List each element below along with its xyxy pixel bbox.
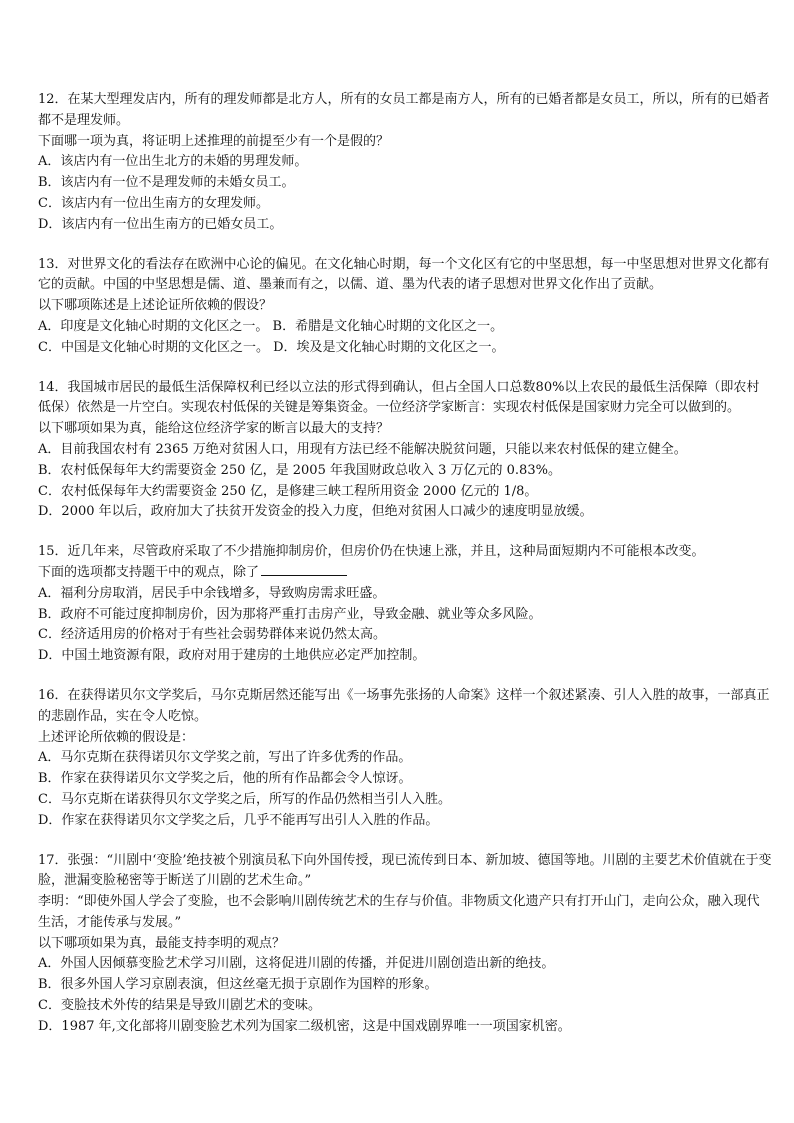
option-d: D．1987 年,文化部将川剧变脸艺术列为国家二级机密，这是中国戏剧界唯一一项国家机密。 xyxy=(38,1018,571,1034)
question-15 xyxy=(38,542,772,667)
question-12 xyxy=(38,90,772,236)
question-stem-zhang: 17．张强：“川剧中‘变脸’绝技被个别演员私下向外国传授，现已流传到日本、新加坡、德国等地。川剧的主要艺术价值就在于变脸，泄漏变脸秘密等于断送了川剧的艺术生命。” xyxy=(38,852,772,889)
question-16 xyxy=(38,686,772,832)
option-d: D．作家在获得诺贝尔文学奖之后，几乎不能再写出引人入胜的作品。 xyxy=(38,812,439,828)
option-c: C．变脸技术外传的结果是导致川剧艺术的变味。 xyxy=(38,998,321,1014)
question-prompt-text: 下面的选项都支持题干中的观点，除了 xyxy=(38,564,260,580)
option-c: C．农村低保每年大约需要资金 250 亿，是修建三峡工程所用资金 2000 亿元的 1/8。 xyxy=(38,483,538,499)
question-page xyxy=(38,90,772,1057)
option-a: A．福利分房取消，居民手中余钱增多，导致购房需求旺盛。 xyxy=(38,585,386,601)
question-prompt: 以下哪项如果为真，最能支持李明的观点？ xyxy=(38,935,286,951)
question-prompt xyxy=(38,563,772,584)
option-a-b: A．印度是文化轴心时期的文化区之一。 B．希腊是文化轴心时期的文化区之一。 xyxy=(38,318,504,334)
option-b: B．该店内有一位不是理发师的未婚女员工。 xyxy=(38,175,295,191)
question-prompt: 以下哪项如果为真，能给这位经济学家的断言以最大的支持？ xyxy=(38,421,390,437)
question-stem: 16．在获得诺贝尔文学奖后，马尔克斯居然还能写出《一场事先张扬的人命案》这样一个叙述紧凑、引人入胜的故事，一部真正的悲剧作品，实在令人吃惊。 xyxy=(38,687,770,724)
question-14 xyxy=(38,378,772,524)
question-stem: 14．我国城市居民的最低生活保障权利已经以立法的形式得到确认，但占全国人口总数80%以上农民的最低生活保障（即农村低保）依然是一片空白。实现农村低保的关键是筹集资金。一位经济学家断言：实现农村低保是国家财力完全可以做到的。 xyxy=(38,379,760,416)
question-stem: 12．在某大型理发店内，所有的理发师都是北方人，所有的女员工都是南方人，所有的已婚者都是女员工，所以，所有的已婚者都不是理发师。 xyxy=(38,92,770,128)
question-17 xyxy=(38,851,772,1038)
option-a: A．目前我国农村有 2365 万绝对贫困人口，用现有方法已经不能解决脱贫问题，只能以来农村低保的建立健全。 xyxy=(38,441,687,457)
option-d: D．中国土地资源有限，政府对用于建房的土地供应必定严加控制。 xyxy=(38,648,426,664)
answer-blank xyxy=(261,563,347,576)
question-prompt: 上述评论所依赖的假设是： xyxy=(38,729,195,745)
question-prompt: 下面哪一项为真，将证明上述推理的前提至少有一个是假的？ xyxy=(38,133,390,149)
option-a: A．该店内有一位出生北方的未婚的男理发师。 xyxy=(38,154,308,170)
option-b: B．政府不可能过度抑制房价，因为那将严重打击房产业，导致金融、就业等众多风险。 xyxy=(38,606,542,622)
option-c: C．该店内有一位出生南方的女理发师。 xyxy=(38,195,269,211)
question-stem-li: 李明：“即使外国人学会了变脸，也不会影响川剧传统艺术的生存与价值。非物质文化遗产只有打开山门，走向公众，融入现代生活，才能传承与发展。” xyxy=(38,894,760,930)
question-stem: 15．近几年来，尽管政府采取了不少措施抑制房价，但房价仍在快速上涨，并且，这种局面短期内不可能根本改变。 xyxy=(38,544,705,560)
option-c: C．马尔克斯在诺获得贝尔文学奖之后，所写的作品仍然相当引人入胜。 xyxy=(38,791,451,807)
option-b: B．农村低保每年大约需要资金 250 亿，是 2005 年我国财政总收入 3 万亿元的 0.83%。 xyxy=(38,462,561,478)
option-a: A．外国人因倾慕变脸艺术学习川剧，这将促进川剧的传播，并促进川剧创造出新的绝技。 xyxy=(38,956,555,972)
question-prompt: 以下哪项陈述是上述论证所依赖的假设？ xyxy=(38,298,273,314)
option-c: C．经济适用房的价格对于有些社会弱势群体来说仍然太高。 xyxy=(38,627,386,643)
option-c-d: C．中国是文化轴心时期的文化区之一。 D．埃及是文化轴心时期的文化区之一。 xyxy=(38,339,505,355)
question-stem: 13．对世界文化的看法存在欧洲中心论的偏见。在文化轴心时期，每一个文化区有它的中坚思想，每一中坚思想对世界文化都有它的贡献。中国的中坚思想是儒、道、墨兼而有之，以儒、道、墨为代表的诸子思想对世界文化作出了贡献。 xyxy=(38,256,770,293)
option-b: B．作家在获得诺贝尔文学奖之后，他的所有作品都会令人惊讶。 xyxy=(38,771,412,787)
option-d: D．该店内有一位出生南方的已婚女员工。 xyxy=(38,216,283,232)
question-13 xyxy=(38,255,772,359)
option-d: D．2000 年以后，政府加大了扶贫开发资金的投入力度，但绝对贫困人口减少的速度明显放缓。 xyxy=(38,504,593,520)
option-a: A．马尔克斯在获得诺贝尔文学奖之前，写出了许多优秀的作品。 xyxy=(38,750,412,766)
option-b: B．很多外国人学习京剧表演，但这丝毫无损于京剧作为国粹的形象。 xyxy=(38,977,438,993)
